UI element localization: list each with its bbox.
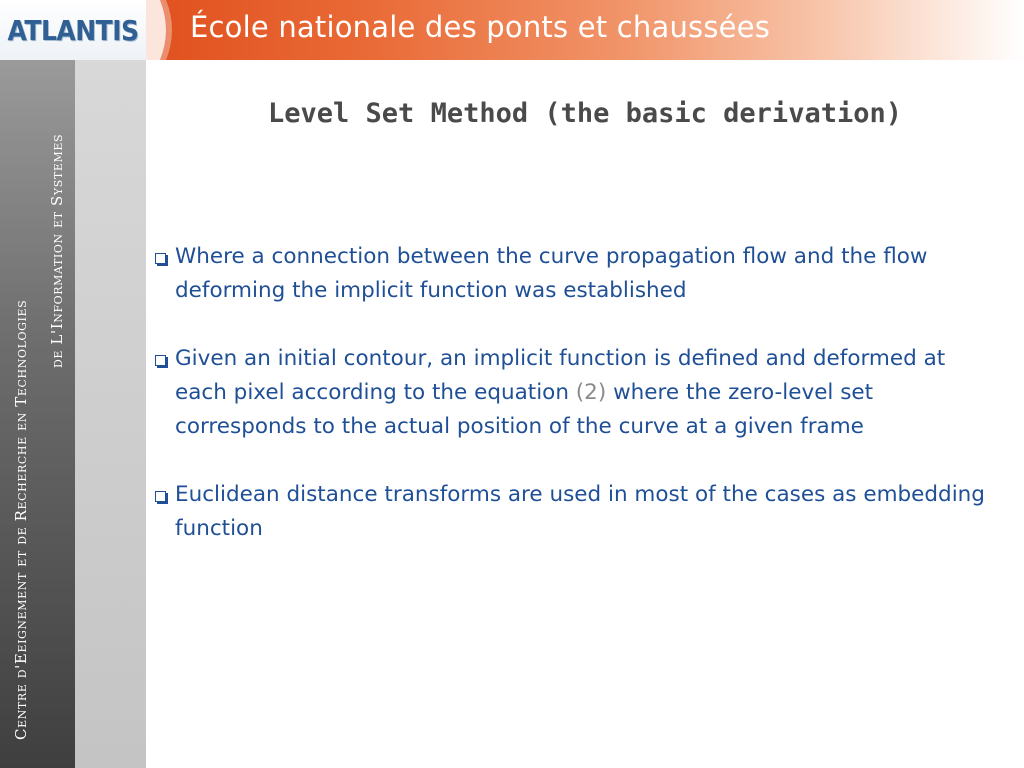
header-banner [146,0,1024,60]
bullet-text-before: Given an initial contour, an implicit function is defined and deformed at each pixel according to the equation [175,346,946,405]
equation-reference: (2) [575,380,607,405]
bullet-item [155,478,985,546]
sidebar-caption-line1: Centre d'Eeignement et de Recherche en Technologies [12,299,30,740]
bullet-item [155,342,985,444]
bullet-text: Euclidean distance transforms are used in most of the cases as embedding function [175,482,985,541]
checkbox-bullet-icon [155,355,166,366]
checkbox-bullet-icon [155,253,166,264]
bullet-text: Where a connection between the curve propagation flow and the flow deforming the implicit function was established [175,244,928,303]
school-name: École nationale des ponts et chaussées [190,10,771,44]
sidebar-caption-line2: de L'Information et Systemes [48,133,66,368]
sidebar-light-panel [75,60,146,768]
slide-title: Level Set Method (the basic derivation) [268,98,902,129]
checkbox-bullet-icon [155,491,166,502]
logo-text: ATLANTIS [7,14,139,46]
bullet-text-after: where the zero-level set corresponds to the actual position of the curve at a given frame [175,380,874,439]
atlantis-logo [0,0,146,60]
bullet-list [155,240,985,580]
banner-swoosh-icon [146,0,186,60]
bullet-item [155,240,985,308]
